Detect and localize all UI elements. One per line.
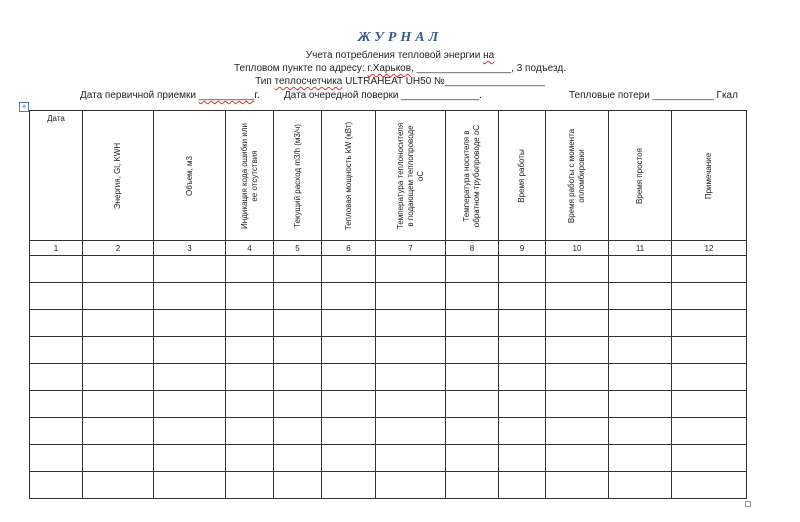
table-cell[interactable] <box>274 256 322 283</box>
table-cell[interactable] <box>154 310 226 337</box>
table-resize-handle-icon[interactable] <box>745 501 751 507</box>
table-cell[interactable] <box>322 391 376 418</box>
table-cell[interactable] <box>83 445 154 472</box>
table-cell[interactable] <box>226 364 274 391</box>
table-cell[interactable] <box>446 472 499 499</box>
table-cell[interactable] <box>274 445 322 472</box>
column-number: 5 <box>274 241 322 256</box>
column-number: 11 <box>609 241 672 256</box>
table-cell[interactable] <box>446 391 499 418</box>
table-body <box>30 256 747 499</box>
table-row <box>30 391 747 418</box>
first-acceptance-date <box>80 90 260 101</box>
subtitle-text: Тепловом пункте по адресу: <box>233 63 368 74</box>
table-cell[interactable] <box>376 445 446 472</box>
header-label: Текущий расход m3/h (м3/ч) <box>292 123 302 228</box>
subtitle-line-2 <box>0 63 800 75</box>
header-label: Объем, м3 <box>184 155 194 196</box>
city-text: г.Харьков <box>367 63 412 74</box>
table-row <box>30 310 747 337</box>
table-cell[interactable] <box>226 472 274 499</box>
table-cell[interactable] <box>154 391 226 418</box>
table-row <box>30 364 747 391</box>
table-cell[interactable] <box>83 364 154 391</box>
table-row <box>30 337 747 364</box>
table-cell[interactable] <box>546 256 609 283</box>
header-volume <box>154 111 226 241</box>
table-cell[interactable] <box>499 472 546 499</box>
table-cell[interactable] <box>83 283 154 310</box>
header-return-temp <box>446 111 499 241</box>
table-cell[interactable] <box>499 445 546 472</box>
table-row <box>30 283 747 310</box>
column-number-row <box>30 241 747 256</box>
header-supply-temp <box>376 111 446 241</box>
table-cell[interactable] <box>546 445 609 472</box>
table-cell[interactable] <box>546 337 609 364</box>
subtitle-line-1 <box>0 50 800 62</box>
column-number: 8 <box>446 241 499 256</box>
subtitle-text: Тип <box>255 76 275 87</box>
journal-table <box>29 110 747 499</box>
table-cell[interactable] <box>83 337 154 364</box>
header-energy <box>83 111 154 241</box>
heat-losses: Тепловые потери ___________ Гкал <box>569 90 738 101</box>
table-cell[interactable] <box>322 256 376 283</box>
table-cell[interactable] <box>154 256 226 283</box>
table-cell[interactable] <box>499 391 546 418</box>
table-cell[interactable] <box>322 472 376 499</box>
table-cell[interactable] <box>609 256 672 283</box>
table-cell[interactable] <box>609 391 672 418</box>
table-cell[interactable] <box>376 391 446 418</box>
table-cell[interactable] <box>154 418 226 445</box>
table-cell[interactable] <box>274 418 322 445</box>
subtitle-text-marked: на <box>483 50 495 61</box>
table-cell[interactable] <box>322 283 376 310</box>
table-cell[interactable] <box>376 283 446 310</box>
table-cell[interactable] <box>376 364 446 391</box>
header-label: Время работы <box>517 148 526 203</box>
table-cell[interactable] <box>546 391 609 418</box>
table-row <box>30 418 747 445</box>
header-power <box>322 111 376 241</box>
table-cell[interactable] <box>609 472 672 499</box>
column-number: 10 <box>546 241 609 256</box>
header-label: Температура носителя в обратном трубопроводе oC <box>462 124 481 227</box>
table-row <box>30 472 747 499</box>
table-cell[interactable] <box>30 310 83 337</box>
column-number: 4 <box>226 241 274 256</box>
table-cell[interactable] <box>274 310 322 337</box>
header-flow-rate <box>274 111 322 241</box>
table-cell[interactable] <box>546 472 609 499</box>
table-cell[interactable] <box>672 364 747 391</box>
table-cell[interactable] <box>154 445 226 472</box>
header-label: Время простоя <box>635 147 644 204</box>
table-cell[interactable] <box>446 445 499 472</box>
table-cell[interactable] <box>446 337 499 364</box>
table-cell[interactable] <box>274 283 322 310</box>
header-time-since-seal <box>546 111 609 241</box>
subtitle-line-3 <box>0 76 800 88</box>
table-cell[interactable] <box>546 310 609 337</box>
table-cell[interactable] <box>672 337 747 364</box>
table-cell[interactable] <box>83 391 154 418</box>
table-cell[interactable] <box>322 445 376 472</box>
table-cell[interactable] <box>672 310 747 337</box>
table-cell[interactable] <box>376 337 446 364</box>
table-row <box>30 256 747 283</box>
table-cell[interactable] <box>30 364 83 391</box>
table-cell[interactable] <box>83 256 154 283</box>
column-number: 6 <box>322 241 376 256</box>
table-cell[interactable] <box>322 337 376 364</box>
table-cell[interactable] <box>154 472 226 499</box>
table-cell[interactable] <box>226 337 274 364</box>
table-cell[interactable] <box>446 418 499 445</box>
header-label: Индикация кода ошибки или ее отсутствия <box>239 122 259 229</box>
table-cell[interactable] <box>83 472 154 499</box>
subtitle-text: ULTRAHEAT UH50 №__________________ <box>342 76 545 87</box>
table-cell[interactable] <box>226 391 274 418</box>
table-cell[interactable] <box>274 391 322 418</box>
table-cell[interactable] <box>376 418 446 445</box>
table-cell[interactable] <box>322 418 376 445</box>
next-check-date: Дата очередной поверки ______________. <box>284 90 482 101</box>
table-cell[interactable] <box>376 472 446 499</box>
header-label: Время работы с момента опломбировки <box>567 128 586 223</box>
header-operating-time <box>499 111 546 241</box>
table-cell[interactable] <box>672 472 747 499</box>
table-cell[interactable] <box>30 445 83 472</box>
table-cell[interactable] <box>672 256 747 283</box>
table-cell[interactable] <box>274 337 322 364</box>
table-cell[interactable] <box>30 337 83 364</box>
table-cell[interactable] <box>499 337 546 364</box>
subtitle-text: , _________________, 3 подъезд. <box>411 63 567 74</box>
table-cell[interactable] <box>322 364 376 391</box>
table-cell[interactable] <box>154 337 226 364</box>
column-number: 1 <box>30 241 83 256</box>
first-acceptance-suffix: г. <box>254 90 260 101</box>
table-row <box>30 445 747 472</box>
column-number: 3 <box>154 241 226 256</box>
table-cell[interactable] <box>499 310 546 337</box>
header-downtime <box>609 111 672 241</box>
document-title: ЖУРНАЛ <box>357 30 443 45</box>
header-error-code <box>226 111 274 241</box>
table-cell[interactable] <box>609 445 672 472</box>
table-cell[interactable] <box>154 283 226 310</box>
table-cell[interactable] <box>672 445 747 472</box>
table-cell[interactable] <box>226 418 274 445</box>
header-date: Дата <box>30 111 83 241</box>
table-cell[interactable] <box>30 256 83 283</box>
table-cell[interactable] <box>672 391 747 418</box>
table-cell[interactable] <box>274 364 322 391</box>
table-cell[interactable] <box>376 310 446 337</box>
table-cell[interactable] <box>446 283 499 310</box>
table-cell[interactable] <box>83 418 154 445</box>
table-cell[interactable] <box>609 310 672 337</box>
table-cell[interactable] <box>226 256 274 283</box>
table-cell[interactable] <box>226 310 274 337</box>
table-cell[interactable] <box>499 283 546 310</box>
table-cell[interactable] <box>446 256 499 283</box>
table-cell[interactable] <box>446 364 499 391</box>
table-cell[interactable] <box>546 418 609 445</box>
table-cell[interactable] <box>30 418 83 445</box>
table-cell[interactable] <box>546 283 609 310</box>
header-label: Примечание <box>704 152 713 199</box>
table-cell[interactable] <box>672 283 747 310</box>
table-cell[interactable] <box>226 445 274 472</box>
meter-type-text: теплосчетчика <box>274 76 343 87</box>
table-cell[interactable] <box>609 283 672 310</box>
table-cell[interactable] <box>446 310 499 337</box>
table-move-handle-icon[interactable]: + <box>19 102 29 112</box>
header-note <box>672 111 747 241</box>
table-cell[interactable] <box>30 283 83 310</box>
table-cell[interactable] <box>609 364 672 391</box>
first-acceptance-label: Дата первичной приемки <box>80 90 199 101</box>
column-number: 2 <box>83 241 154 256</box>
header-label: Энергия, Gl, KWH <box>113 142 122 209</box>
table-cell[interactable] <box>499 256 546 283</box>
table-cell[interactable] <box>154 364 226 391</box>
header-row <box>30 111 747 241</box>
header-label: Температура теплоносителя в подающем теплопроводе oC <box>395 122 425 229</box>
column-number: 9 <box>499 241 546 256</box>
table-cell[interactable] <box>609 337 672 364</box>
table-cell[interactable] <box>274 472 322 499</box>
table-cell[interactable] <box>499 364 546 391</box>
table-cell[interactable] <box>546 364 609 391</box>
table-cell[interactable] <box>226 283 274 310</box>
table-cell[interactable] <box>376 256 446 283</box>
column-number: 7 <box>376 241 446 256</box>
table-cell[interactable] <box>322 310 376 337</box>
table-cell[interactable] <box>609 418 672 445</box>
table-cell[interactable] <box>30 472 83 499</box>
subtitle-text: Учета потребления тепловой энергии <box>305 50 484 61</box>
header-label: Тепловая мощность kW (кВт) <box>343 121 353 230</box>
first-acceptance-blank: __________ <box>198 90 255 101</box>
table-cell[interactable] <box>30 391 83 418</box>
column-number: 12 <box>672 241 747 256</box>
table-cell[interactable] <box>499 418 546 445</box>
table-cell[interactable] <box>83 310 154 337</box>
table-cell[interactable] <box>672 418 747 445</box>
